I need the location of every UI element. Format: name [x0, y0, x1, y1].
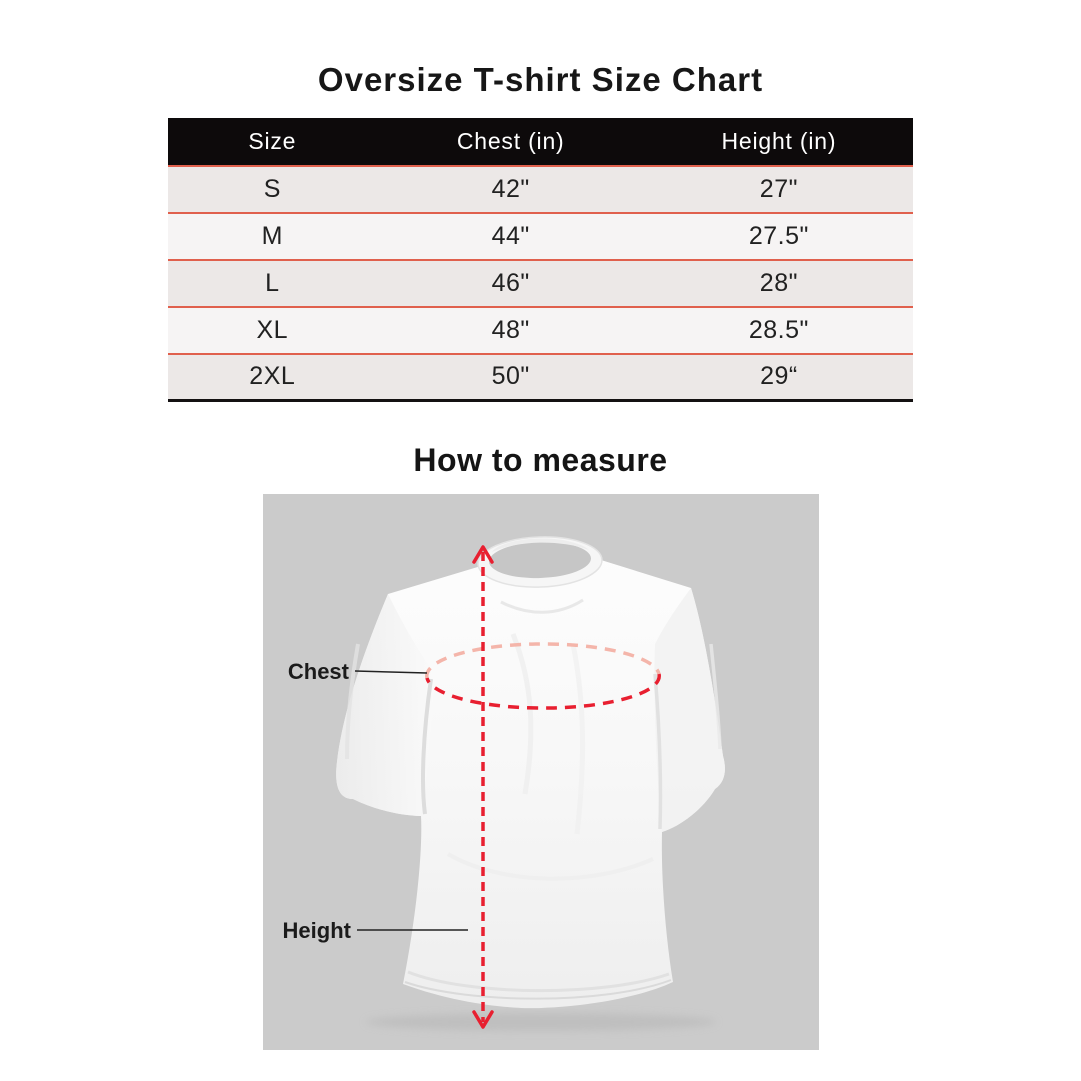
cell-size: L	[265, 268, 280, 297]
cell-chest: 50"	[491, 362, 530, 391]
cell-height: 27.5"	[748, 221, 809, 250]
cell-chest: 42"	[491, 174, 530, 203]
table-header-row	[168, 118, 913, 166]
height-label: Height	[282, 918, 351, 944]
cell-height: 27"	[759, 174, 798, 203]
cell-size: 2XL	[249, 362, 296, 391]
ground-shadow	[366, 1013, 716, 1031]
size-chart-table	[168, 118, 913, 403]
cell-size: M	[261, 221, 283, 250]
table-row-s	[168, 166, 913, 213]
tshirt-illustration	[263, 494, 819, 1050]
tshirt-shape	[336, 535, 725, 1008]
chest-label: Chest	[287, 659, 349, 685]
table-row-m	[168, 213, 913, 260]
cell-chest: 46"	[491, 268, 530, 297]
cell-height: 28"	[759, 268, 798, 297]
page-title: Oversize T-shirt Size Chart	[317, 61, 764, 98]
header-cell-height: Height (in)	[721, 127, 837, 154]
cell-size: XL	[256, 315, 289, 344]
cell-chest: 48"	[491, 315, 530, 344]
table-row-xl	[168, 307, 913, 354]
measure-heading: How to measure	[413, 442, 668, 479]
cell-size: S	[263, 174, 281, 203]
table-row-2xl	[168, 354, 913, 401]
size-chart-section	[168, 118, 913, 403]
tshirt-measure-image	[263, 494, 819, 1050]
cell-chest: 44"	[491, 221, 530, 250]
header-cell-size: Size	[248, 127, 297, 154]
cell-height: 28.5"	[748, 315, 809, 344]
cell-height: 29“	[760, 362, 798, 391]
header-cell-chest: Chest (in)	[456, 127, 565, 154]
table-row-l	[168, 260, 913, 307]
